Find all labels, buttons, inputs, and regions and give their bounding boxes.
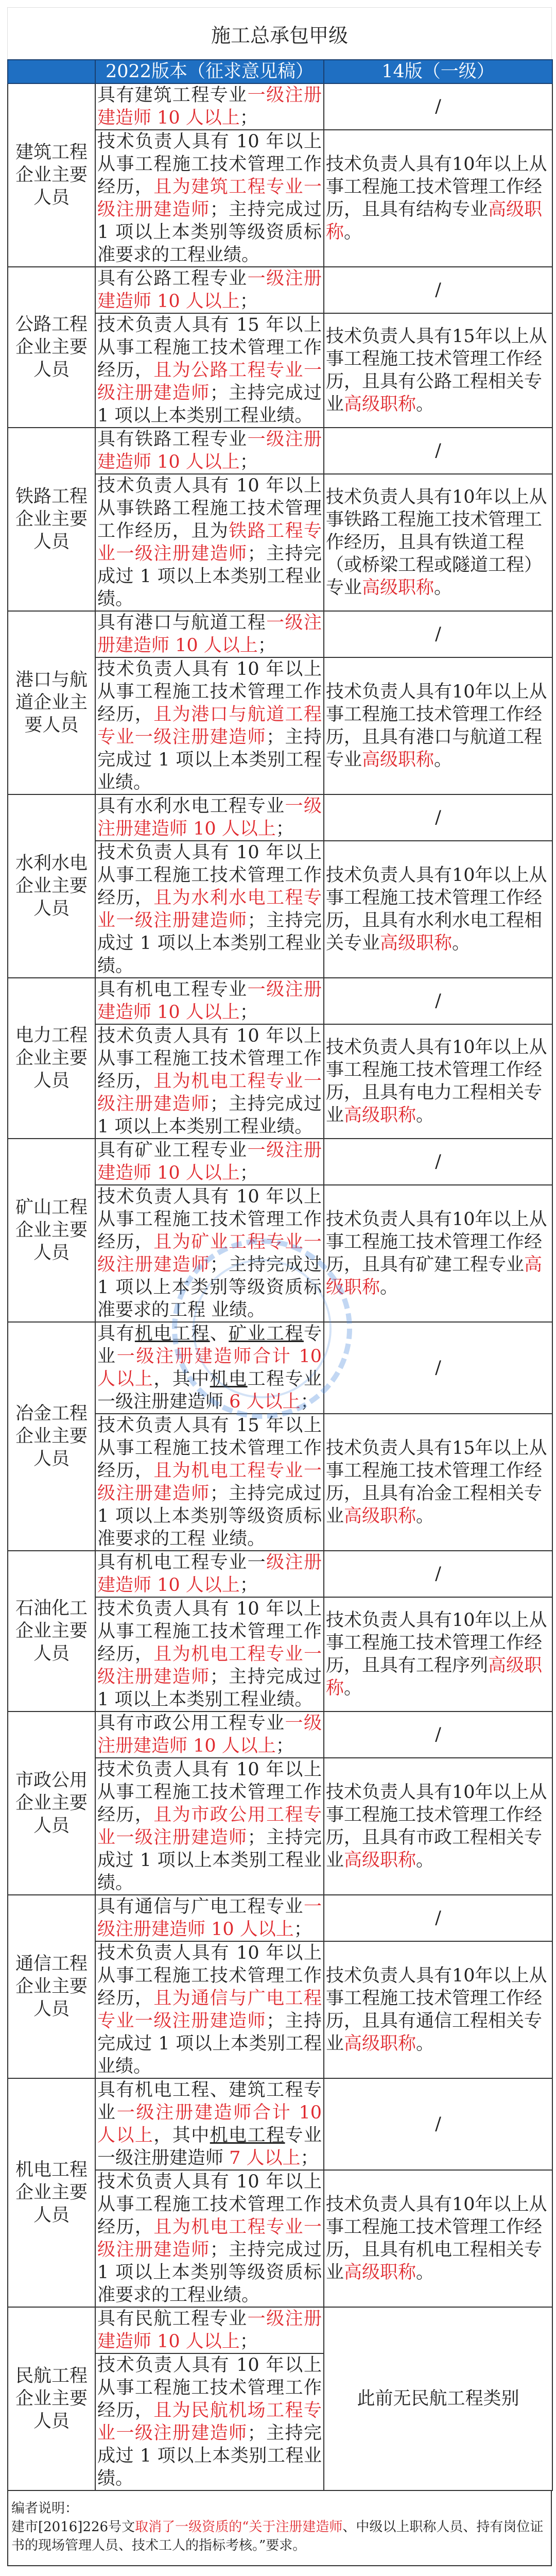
text-run: 具有港口与航道工程 bbox=[97, 613, 267, 633]
text-run: 技术负责人具有 10 年以上从事工程施工技术管理工作经历， bbox=[97, 131, 322, 197]
requirement-2022-tech-lead bbox=[95, 474, 324, 611]
requirement-14-staff-empty: / bbox=[324, 83, 552, 130]
requirement-14-tech-lead bbox=[324, 1758, 552, 1895]
requirement-14-tech-lead bbox=[324, 657, 552, 794]
text-run: 技术负责人具有 15 年以上从事工程施工技术管理工作经历， bbox=[97, 315, 322, 381]
text-run: 技术负责人具有10年以上从事工程施工技术管理工作经历，且具有电力工程相关专业 bbox=[326, 1037, 547, 1126]
highlighted-text: 高级职称 bbox=[344, 1105, 416, 1126]
text-run: ； bbox=[239, 291, 258, 312]
requirement-14-tech-lead bbox=[324, 1185, 552, 1322]
comparison-table bbox=[7, 59, 553, 2491]
highlighted-text: 且为市政公用工程专业一级注册建造师 bbox=[97, 1805, 322, 1848]
highlighted-text: 高级职称 bbox=[344, 2033, 416, 2054]
text-run: 技术负责人具有10年以上从事工程施工技术管理工作经历，且具有市政工程相关专业 bbox=[326, 1782, 547, 1871]
table-body bbox=[8, 83, 552, 2490]
text-run: 专业 bbox=[97, 1324, 322, 1367]
text-run: 。 bbox=[380, 1277, 398, 1298]
text-run: 工程专业一级注册建造师 bbox=[97, 1369, 322, 1412]
requirement-2022-staff bbox=[95, 2078, 324, 2170]
text-run: 机电 bbox=[210, 1369, 248, 1389]
table-row bbox=[8, 428, 552, 474]
requirement-14-tech-lead bbox=[324, 313, 552, 428]
text-run: ；主持完成过 1 项以上本类别等级资质标准要求的工程业绩。 bbox=[97, 199, 322, 265]
header-14-version: 14版（一级） bbox=[324, 60, 552, 83]
highlighted-text: 一级注册建造师 10 人以上 bbox=[97, 1140, 322, 1183]
notes-body bbox=[11, 2518, 548, 2555]
highlighted-text: 且为机电工程专业一级注册建造师 bbox=[97, 1071, 322, 1114]
requirement-2022-tech-lead bbox=[95, 657, 324, 794]
text-run: 机电工程 bbox=[134, 1324, 210, 1344]
highlighted-text: 高级职称 bbox=[344, 394, 416, 415]
text-run: 具有机电工程、建筑工程专业 bbox=[97, 2080, 322, 2123]
requirement-2022-staff bbox=[95, 794, 324, 841]
text-run: 技术负责人具有10年以上从事工程施工技术管理工作经历，且具有港口与航道工程专业 bbox=[326, 682, 547, 770]
requirement-2022-staff bbox=[95, 2307, 324, 2353]
requirement-14-tech-lead bbox=[324, 474, 552, 611]
text-run: 、中级以上职称人员、持有岗位证书的现场管理人员、技术工人的指标考核。”要求。 bbox=[11, 2519, 544, 2553]
text-run: ；主持完成过 1 项以上本类别工程业绩。 bbox=[97, 2423, 322, 2489]
table-row bbox=[8, 267, 552, 313]
category-label: 矿山工程企业主要人员 bbox=[8, 1139, 95, 1322]
highlighted-text: 一级注册建造师 10 人以上 bbox=[97, 796, 322, 839]
highlighted-text: 6 人以上 bbox=[229, 1392, 301, 1412]
text-run: ； bbox=[300, 1392, 319, 1412]
text-run: 。 bbox=[416, 394, 435, 415]
highlighted-text: 且为通信与广电工程专业一级注册建造师 bbox=[97, 1988, 322, 2031]
highlighted-text: 一级注册建造师 10 人以上 bbox=[97, 429, 322, 472]
requirement-14-staff-empty: / bbox=[324, 611, 552, 657]
requirement-2022-tech-lead bbox=[95, 130, 324, 267]
text-run: ；主持完成过 1 项以上本类别等级资质标准要求的工程 业绩。 bbox=[97, 1483, 322, 1549]
text-run: 技术负责人具有15年以上从事工程施工技术管理工作经历，且具有公路工程相关专业 bbox=[326, 326, 547, 415]
highlighted-text: 且为矿业工程专业一级注册建造师 bbox=[97, 1232, 322, 1275]
editor-notes bbox=[7, 2491, 552, 2566]
text-run: 。 bbox=[416, 2033, 435, 2054]
highlighted-text: 且为港口与航道工程专业一级注册建造师 bbox=[97, 704, 322, 748]
requirement-14-staff-empty: / bbox=[324, 1895, 552, 1941]
requirement-14-tech-lead bbox=[324, 1941, 552, 2078]
text-run: 。 bbox=[452, 933, 471, 954]
requirement-14-staff-empty: / bbox=[324, 1711, 552, 1758]
highlighted-text: 一级注册建造师 10 人以上 bbox=[97, 1896, 322, 1940]
text-run: 矿业工程 bbox=[229, 1324, 304, 1344]
text-run: 。 bbox=[416, 1850, 435, 1871]
requirement-2022-staff bbox=[95, 428, 324, 474]
text-run: 技术负责人具有15年以上从事工程施工技术管理工作经历，且具有冶金工程相关专业 bbox=[326, 1438, 547, 1527]
text-run: ，其中 bbox=[153, 1369, 210, 1389]
text-run: 技术负责人具有 10 年以上从事工程施工技术管理工作经历， bbox=[97, 1943, 322, 2009]
text-run: ；主持完成过 1 项以上本类别工程业绩。 bbox=[97, 2011, 322, 2077]
text-run: ；主持完成过 1 项以上本类别工程业绩。 bbox=[97, 544, 322, 609]
text-run: 具有民航工程专业 bbox=[97, 2309, 248, 2329]
text-run: 技术负责人具有10年以上从事铁路工程施工技术管理工作经历，且具有铁道工程（或桥梁工程或隧道工程）专业 bbox=[326, 487, 547, 598]
text-run: 专业一级注册建造师 bbox=[97, 2125, 322, 2168]
text-run: 具有市政公用工程专业 bbox=[97, 1713, 285, 1734]
requirement-2022-staff bbox=[95, 83, 324, 130]
table-row bbox=[8, 1895, 552, 1941]
text-run: 技术负责人具有10年以上从事工程施工技术管理工作经历，且具有结构专业 bbox=[326, 154, 547, 220]
header-2022-version: 2022版本（征求意见稿） bbox=[95, 60, 324, 83]
table-row bbox=[8, 1711, 552, 1758]
category-label: 冶金工程企业主要人员 bbox=[8, 1322, 95, 1551]
category-label: 铁路工程企业主要人员 bbox=[8, 428, 95, 611]
requirement-2022-staff bbox=[95, 267, 324, 313]
table-row bbox=[8, 794, 552, 841]
highlighted-text: 且为公路工程专业一级注册建造师 bbox=[97, 360, 322, 403]
text-run: 技术负责人具有 10 年以上从事工程施工技术管理工作经历， bbox=[97, 659, 322, 725]
highlighted-text: 一级注册建造师 10 人以上 bbox=[97, 268, 322, 312]
highlighted-text: 一级注册建造师 10 人以上 bbox=[97, 979, 322, 1023]
category-label: 通信工程企业主要人员 bbox=[8, 1895, 95, 2078]
table-row bbox=[8, 2307, 552, 2353]
text-run: ；主持完成过 1 项以上本类别工程业绩。 bbox=[97, 1827, 322, 1893]
requirement-2022-staff bbox=[95, 1711, 324, 1758]
requirement-14-staff-empty: / bbox=[324, 1139, 552, 1185]
table-row bbox=[8, 978, 552, 1024]
highlighted-text: 一级注册建造师合计 10 人以上 bbox=[97, 2103, 322, 2146]
requirement-14-tech-lead bbox=[324, 1414, 552, 1551]
category-label: 建筑工程企业主要人员 bbox=[8, 83, 95, 267]
text-run: 。 bbox=[416, 1506, 435, 1527]
requirement-14-tech-lead bbox=[324, 1597, 552, 1711]
text-run: 具有机电工程专业 bbox=[97, 979, 248, 1000]
highlighted-text: 且为民航机场工程专业一级注册建造师 bbox=[97, 2400, 322, 2444]
category-label: 市政公用企业主要人员 bbox=[8, 1711, 95, 1895]
requirement-14-staff-empty: / bbox=[324, 1322, 552, 1414]
highlighted-text: 且为机电工程专业一级注册建造师 bbox=[97, 1461, 322, 1504]
text-run: 具有铁路工程专业 bbox=[97, 429, 248, 450]
highlighted-text: 高级职称 bbox=[326, 199, 543, 243]
requirement-2022-tech-lead bbox=[95, 1024, 324, 1139]
text-run: ；主持完成过 1 项以上本类别工程业绩。 bbox=[97, 383, 322, 426]
table-row bbox=[8, 83, 552, 130]
text-run: ；主持完成过 1 项以上本类别工程业绩。 bbox=[97, 910, 322, 976]
highlighted-text: 高级职称 bbox=[362, 578, 435, 598]
text-run: 。 bbox=[416, 1105, 435, 1126]
page-title: 施工总承包甲级 bbox=[7, 7, 552, 59]
requirement-14-staff-empty: / bbox=[324, 2078, 552, 2170]
requirement-2022-tech-lead bbox=[95, 841, 324, 978]
text-run: 技术负责人具有10年以上从事工程施工技术管理工作经历，且具有水利水电工程相关专业 bbox=[326, 865, 547, 954]
text-run: 技术负责人具有 10 年以上从事工程施工技术管理工作经历， bbox=[97, 1187, 322, 1252]
requirement-2022-staff bbox=[95, 1322, 324, 1414]
table-row bbox=[8, 1322, 552, 1414]
table-header-row bbox=[8, 60, 552, 83]
text-run: ；主持完成过 1 项以上本类别等级资质标准要求的工程 业绩。 bbox=[97, 1255, 322, 1320]
text-run: ； bbox=[239, 452, 258, 472]
category-label: 公路工程企业主要人员 bbox=[8, 267, 95, 428]
requirement-14-tech-lead bbox=[324, 841, 552, 978]
requirement-2022-tech-lead bbox=[95, 313, 324, 428]
requirement-2022-tech-lead bbox=[95, 2170, 324, 2307]
requirement-2022-tech-lead bbox=[95, 2353, 324, 2490]
highlighted-text: 一级注册建造师 10 人以上 bbox=[97, 613, 322, 656]
text-run: ； bbox=[239, 1575, 258, 1596]
category-label: 电力工程企业主要人员 bbox=[8, 978, 95, 1139]
text-run: ； bbox=[239, 2331, 258, 2352]
text-run: ； bbox=[239, 1163, 258, 1183]
requirement-14-staff-empty: / bbox=[324, 1551, 552, 1597]
text-run: 。 bbox=[416, 2262, 435, 2283]
requirement-14-none: 此前无民航工程类别 bbox=[324, 2307, 552, 2490]
text-run: 具有矿业工程专业 bbox=[97, 1140, 248, 1161]
table-row bbox=[8, 2078, 552, 2170]
requirement-2022-staff bbox=[95, 611, 324, 657]
highlighted-text: 高级职称 bbox=[362, 750, 435, 770]
highlighted-text: 一级注册建造师 10 人以上 bbox=[97, 1713, 322, 1756]
text-run: 。 bbox=[344, 222, 362, 243]
table-row bbox=[8, 1551, 552, 1597]
highlighted-text: 高级职称 bbox=[344, 2262, 416, 2283]
text-run: 。 bbox=[434, 578, 453, 598]
text-run: 具有公路工程专业 bbox=[97, 268, 248, 289]
requirement-14-staff-empty: / bbox=[324, 794, 552, 841]
text-run: 技术负责人具有 10 年以上从事工程施工技术管理工作经历， bbox=[97, 842, 322, 908]
text-run: ； bbox=[275, 819, 294, 839]
text-run: 机电工程 bbox=[210, 2125, 285, 2146]
category-label: 民航工程企业主要人员 bbox=[8, 2307, 95, 2490]
requirement-2022-tech-lead bbox=[95, 1597, 324, 1711]
requirement-14-staff-empty: / bbox=[324, 978, 552, 1024]
category-label: 港口与航道企业主要人员 bbox=[8, 611, 95, 794]
requirement-14-staff-empty: / bbox=[324, 428, 552, 474]
requirement-2022-tech-lead bbox=[95, 1758, 324, 1895]
text-run: 技术负责人具有10年以上从事工程施工技术管理工作经历，且具有通信工程相关专业 bbox=[326, 1965, 547, 2054]
text-run: ；主持完成过 1 项以上本类别等级资质标准要求的工程业绩。 bbox=[97, 2240, 322, 2306]
requirement-14-tech-lead bbox=[324, 130, 552, 267]
category-label: 水利水电企业主要人员 bbox=[8, 794, 95, 978]
highlighted-text: 且为水利水电工程专业一级注册建造师 bbox=[97, 888, 322, 931]
notes-heading: 编者说明： bbox=[11, 2501, 79, 2516]
highlighted-text: 且为建筑工程专业一级注册建造师 bbox=[97, 177, 322, 220]
highlighted-text: 高级职称 bbox=[344, 1506, 416, 1527]
text-run: ； bbox=[239, 1002, 258, 1023]
text-run: 技术负责人具有10年以上从事工程施工技术管理工作经历，且具有工程序列 bbox=[326, 1610, 547, 1676]
highlighted-text: 且为机电工程专业一级注册建造师 bbox=[97, 1644, 322, 1687]
text-run: ；主持完成过 1 项以上本类别工程业绩。 bbox=[97, 1094, 322, 1137]
text-run: 具有机电工程专业一 bbox=[97, 1552, 267, 1573]
text-run: 技术负责人具有 10 年以上从事工程施工技术管理工作经历， bbox=[97, 1599, 322, 1665]
text-run: 具有建筑工程专业 bbox=[97, 85, 248, 106]
requirement-2022-staff bbox=[95, 1551, 324, 1597]
text-run: ；主持完成过 1 项以上本类别工程业绩。 bbox=[97, 1667, 322, 1710]
category-label: 石油化工企业主要人员 bbox=[8, 1551, 95, 1711]
highlighted-text: 级注册建造师 10 人以上 bbox=[97, 1552, 322, 1596]
requirement-2022-staff bbox=[95, 1139, 324, 1185]
text-run: 技术负责人具有10年以上从事工程施工技术管理工作经历，且具有矿建工程专业 bbox=[326, 1209, 547, 1275]
text-run: ；主持完成过 1 项以上本类别工程业绩。 bbox=[97, 727, 322, 793]
requirement-14-tech-lead bbox=[324, 2170, 552, 2307]
text-run: 技术负责人具有 10 年以上从事工程施工技术管理工作经历， bbox=[97, 2355, 322, 2421]
highlighted-text: 铁路工程专业一级注册建造师 bbox=[97, 521, 322, 564]
highlighted-text: 一级注册建造师合计 10 人以上 bbox=[97, 1346, 322, 1389]
text-run: 、 bbox=[210, 1324, 229, 1344]
document bbox=[7, 7, 552, 2566]
highlighted-text: 取消了一级资质的“关于注册建造师 bbox=[135, 2519, 343, 2535]
requirement-2022-staff bbox=[95, 1895, 324, 1941]
text-run: 技术负责人具有 10 年以上从事工程施工技术管理工作经历， bbox=[97, 1026, 322, 1092]
text-run: 。 bbox=[434, 750, 453, 770]
requirement-2022-tech-lead bbox=[95, 1941, 324, 2078]
text-run: ； bbox=[239, 108, 258, 128]
text-run: ，其中 bbox=[153, 2125, 210, 2146]
requirement-14-staff-empty: / bbox=[324, 267, 552, 313]
text-run: 建市[2016]226号文 bbox=[11, 2519, 135, 2535]
highlighted-text: 一级注册建造师 10 人以上 bbox=[97, 2309, 322, 2352]
highlighted-text: 高级职称 bbox=[380, 933, 453, 954]
highlighted-text: 高级职称 bbox=[344, 1850, 416, 1871]
highlighted-text: 高级职称 bbox=[326, 1655, 543, 1699]
text-run: 技术负责人具有 10 年以上从事工程施工技术管理工作经历， bbox=[97, 1759, 322, 1825]
text-run: ； bbox=[257, 635, 276, 656]
requirement-2022-tech-lead bbox=[95, 1414, 324, 1551]
highlighted-text: 且为机电工程专业一级注册建造师 bbox=[97, 2217, 322, 2260]
highlighted-text: 高级职称 bbox=[326, 1255, 543, 1298]
text-run: 具有水利水电工程专业 bbox=[97, 796, 285, 817]
text-run: ； bbox=[300, 2148, 319, 2168]
header-category bbox=[8, 60, 95, 83]
text-run: 技术负责人具有 15 年以上从事工程施工技术管理工作经历， bbox=[97, 1415, 322, 1481]
category-label: 机电工程企业主要人员 bbox=[8, 2078, 95, 2307]
requirement-2022-tech-lead bbox=[95, 1185, 324, 1322]
text-run: 技术负责人具有10年以上从事工程施工技术管理工作经历，且具有机电工程相关专业 bbox=[326, 2194, 547, 2283]
text-run: 。 bbox=[344, 1678, 362, 1699]
text-run: 技术负责人具有 10 年以上从事铁路工程施工技术管理工作经历，且为 bbox=[97, 476, 322, 541]
text-run: 技术负责人具有 10 年以上从事工程施工技术管理工作经历， bbox=[97, 2172, 322, 2238]
text-run: 具有 bbox=[97, 1324, 135, 1344]
highlighted-text: 一级注册建造师 10 人以上 bbox=[97, 85, 322, 128]
table-row bbox=[8, 1139, 552, 1185]
text-run: ； bbox=[293, 1919, 312, 1940]
requirement-14-tech-lead bbox=[324, 1024, 552, 1139]
highlighted-text: 7 人以上 bbox=[229, 2148, 301, 2168]
table-row bbox=[8, 611, 552, 657]
text-run: ； bbox=[275, 1736, 294, 1756]
text-run: 具有通信与广电工程专业 bbox=[97, 1896, 304, 1917]
requirement-2022-staff bbox=[95, 978, 324, 1024]
